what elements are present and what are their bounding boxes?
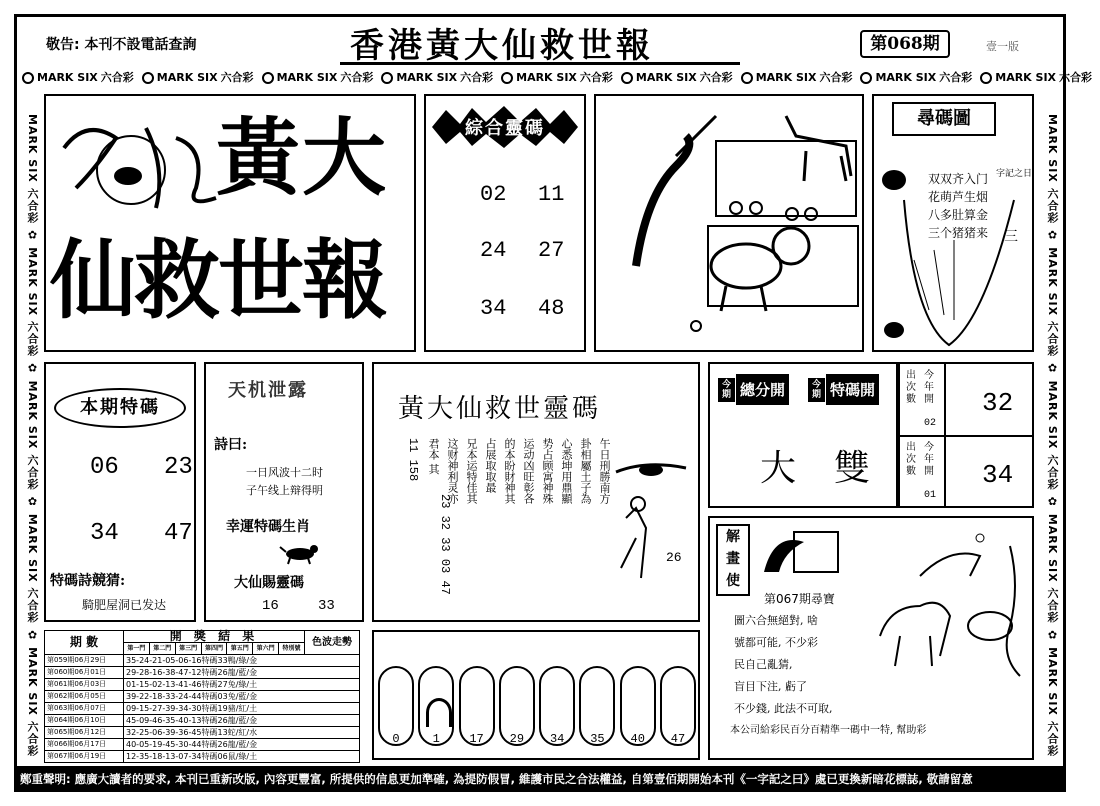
table-row bbox=[45, 703, 360, 715]
issue-cell: 第061期06月03日 bbox=[45, 679, 124, 691]
results-table-wrap bbox=[44, 630, 360, 760]
spirit-column: 势占顾寓神殊 bbox=[541, 438, 554, 504]
gift-label: 大仙賜靈碼 bbox=[234, 575, 304, 591]
spirit-column: 这财神利灵亦 bbox=[446, 438, 459, 504]
combo-title: 綜合靈碼 bbox=[465, 118, 545, 139]
special-number: 06 bbox=[90, 454, 119, 481]
banner-lottery: 六合彩 bbox=[579, 71, 613, 84]
circle-number: 1 bbox=[432, 732, 440, 746]
guess-label: 特碼詩競猜: bbox=[50, 573, 126, 589]
result-cell: 39-22-18-33-24-44特碼03兔/藍/金 bbox=[124, 691, 360, 703]
results-body bbox=[45, 655, 360, 763]
spirit-number: 11 bbox=[406, 438, 420, 453]
count-sublabel-1: 今年開 bbox=[924, 370, 934, 405]
banner-lottery: 六合彩 bbox=[100, 71, 134, 84]
circle-tile bbox=[539, 666, 575, 746]
spirit-column: 运动凶旺彰各 bbox=[522, 438, 535, 504]
color-column-header: 色波走勢 bbox=[305, 631, 360, 655]
banner-mark: MARK SIX bbox=[37, 71, 98, 84]
result-cell: 35-24-21-05-06-16特碼33鴨/綠/金 bbox=[124, 655, 360, 667]
spirit-numbers-2 bbox=[434, 494, 452, 614]
count-number-1: 32 bbox=[982, 388, 1014, 418]
results-table bbox=[44, 630, 360, 763]
interpret-panel bbox=[708, 516, 1034, 760]
banner-item bbox=[621, 66, 733, 90]
circle-number: 35 bbox=[590, 732, 605, 746]
combo-title-burst bbox=[432, 106, 578, 148]
result-cell: 29-28-16-38-47-12特碼26龍/藍/金 bbox=[124, 667, 360, 679]
banner-mark: MARK SIX bbox=[156, 71, 218, 84]
poem-line: 子午线上辩得明 bbox=[246, 484, 323, 497]
logo-line-2: 仙救世報 bbox=[50, 230, 386, 331]
right-side-text-5: MARK SIX 六合彩 bbox=[1046, 646, 1059, 757]
stamp-text: 壹一版 bbox=[986, 40, 1019, 53]
table-row bbox=[45, 667, 360, 679]
flower-icon bbox=[142, 72, 154, 84]
result-cell: 45-09-46-35-40-13特碼26龍/藍/金 bbox=[124, 715, 360, 727]
notice-text: 敬告: 本刊不設電話查詢 bbox=[46, 37, 197, 53]
spirit-column: 占展取取最 bbox=[484, 438, 497, 493]
search-title: 尋碼圖 bbox=[892, 102, 996, 136]
footer-statement: 鄭重聲明: 應廣大讀者的要求, 本刊已重新改版, 內容更豐富, 所提供的信息更加準確, 為提防假冒, 維護市民之合法權益, 自第壹佰期開始本刊《一字記之曰》處已更換新暗花標誌, 敬請留意 bbox=[20, 772, 973, 786]
banner-mark: MARK SIX bbox=[755, 71, 817, 84]
banner-item bbox=[501, 66, 613, 90]
combo-number: 34 bbox=[480, 296, 507, 321]
banner-lottery: 六合彩 bbox=[460, 71, 494, 84]
spirit-title: 黃大仙救世靈碼 bbox=[398, 394, 602, 424]
result-size: 大 bbox=[760, 448, 797, 489]
banner-lottery: 六合彩 bbox=[340, 71, 374, 84]
spirit-column: 卦相屬土子為 bbox=[579, 438, 592, 504]
issue-cell: 第067期06月19日 bbox=[45, 751, 124, 763]
banner-item bbox=[381, 66, 493, 90]
left-side-text-4: MARK SIX 六合彩 bbox=[26, 513, 39, 624]
left-side-text-3: MARK SIX 六合彩 bbox=[26, 380, 39, 490]
interpret-line: 盲目下注, 虧了 bbox=[734, 680, 807, 693]
seal-text: 字記之日 bbox=[996, 169, 1033, 179]
dog-icon bbox=[280, 542, 320, 564]
special-panel bbox=[44, 362, 196, 622]
result-cell: 32-25-06-39-36-45特碼13蛇/紅/水 bbox=[124, 727, 360, 739]
sub-header-cell: 第四門 bbox=[201, 643, 227, 655]
issue-cell: 第063期06月07日 bbox=[45, 703, 124, 715]
total-period-b: 期 bbox=[722, 389, 732, 400]
sub-header-cell: 第六門 bbox=[253, 643, 279, 655]
table-row bbox=[45, 691, 360, 703]
gift-number: 16 bbox=[262, 598, 279, 614]
flower-icon bbox=[741, 72, 753, 84]
count-panel bbox=[898, 362, 1034, 508]
page-title: 香港黃大仙救世報 bbox=[350, 26, 654, 66]
banner-mark: MARK SIX bbox=[516, 71, 577, 84]
circle-tile bbox=[418, 666, 454, 746]
interpret-title-char: 解 bbox=[726, 529, 740, 545]
illustration-drawing-icon bbox=[596, 96, 862, 350]
banner-item bbox=[262, 66, 374, 90]
right-side-banner: MARK SIX 六合彩 ✿ MARK SIX 六合彩 ✿ MARK SIX 六合彩 ✿ MARK SIX 六合彩 ✿ MARK SIX 六合彩 bbox=[1046, 113, 1059, 757]
special-period-a: 今 bbox=[812, 379, 822, 390]
special-tag-group bbox=[808, 374, 879, 405]
banner-mark: MARK SIX bbox=[635, 71, 697, 84]
issue-cell: 第059期06月29日 bbox=[45, 655, 124, 667]
search-panel bbox=[872, 94, 1034, 352]
special-period-tag bbox=[808, 378, 825, 402]
spirit-number: 03 bbox=[438, 558, 452, 574]
flower-icon bbox=[262, 72, 274, 84]
circle-tile bbox=[620, 666, 656, 746]
issue-number: 第068期 bbox=[860, 30, 950, 58]
banner-mark: MARK SIX bbox=[276, 71, 338, 84]
circle-tile bbox=[579, 666, 615, 746]
search-poem-line: 花萌芦生烟 bbox=[928, 190, 989, 204]
book-drawing-icon bbox=[754, 522, 844, 582]
interpret-title-char: 畫 bbox=[726, 551, 740, 567]
right-side-text-1: MARK SIX 六合彩 bbox=[1046, 113, 1059, 224]
count-value-1: 02 bbox=[924, 418, 937, 429]
logo-panel bbox=[44, 94, 416, 352]
flower-icon bbox=[621, 72, 633, 84]
special-title: 本期特碼 bbox=[54, 388, 186, 428]
interpret-line: 不少錢, 此法不可取, bbox=[734, 702, 833, 715]
spirit-column: 兄本运特佳其 bbox=[465, 438, 478, 504]
interpret-issue: 第067期尋寶 bbox=[764, 592, 835, 606]
right-side-text-3: MARK SIX 六合彩 bbox=[1046, 380, 1059, 490]
table-row bbox=[45, 727, 360, 739]
interpret-line: 號都可能, 不少彩 bbox=[734, 636, 818, 649]
banner-lottery: 六合彩 bbox=[819, 71, 853, 84]
issue-column-header: 期 數 bbox=[45, 631, 124, 655]
banner-item bbox=[980, 66, 1092, 90]
circle-tile bbox=[499, 666, 535, 746]
table-row bbox=[45, 679, 360, 691]
special-period-b: 期 bbox=[812, 389, 822, 400]
count-sublabel-2: 今年開 bbox=[924, 442, 934, 477]
result-parity: 雙 bbox=[834, 448, 871, 489]
table-row bbox=[45, 751, 360, 763]
mark-six-banner bbox=[18, 66, 1093, 90]
special-number: 23 bbox=[164, 454, 193, 481]
combo-number: 02 bbox=[480, 182, 507, 207]
circles-panel bbox=[372, 630, 700, 760]
spirit-number: 158 bbox=[406, 459, 420, 482]
search-poem bbox=[928, 170, 988, 242]
interpret-line: 民自己亂猜, bbox=[734, 658, 793, 671]
right-side-text-4: MARK SIX 六合彩 bbox=[1046, 513, 1059, 624]
figure-drawing-icon bbox=[606, 458, 696, 608]
flower-icon bbox=[501, 72, 513, 84]
sub-header-cell: 第一門 bbox=[124, 643, 150, 655]
sub-header-cell: 特別號 bbox=[279, 643, 305, 655]
issue-cell: 第066期06月17日 bbox=[45, 739, 124, 751]
search-poem-line: 三个猪猪来 bbox=[928, 226, 989, 240]
poem-panel bbox=[204, 362, 364, 622]
calligraphy-mark-icon bbox=[56, 108, 226, 218]
circle-number: 40 bbox=[630, 732, 645, 746]
total-panel bbox=[708, 362, 898, 508]
spirit-column: 的本盼財神其 bbox=[503, 438, 516, 504]
banner-lottery: 六合彩 bbox=[939, 71, 973, 84]
result-column-header: 開 獎 結 果 bbox=[124, 631, 305, 643]
circle-tile bbox=[459, 666, 495, 746]
total-period-a: 今 bbox=[722, 379, 732, 390]
search-poem-line: 八多肚算金 bbox=[928, 208, 989, 222]
banner-item bbox=[860, 66, 972, 90]
combo-number: 24 bbox=[480, 238, 507, 263]
spirit-text-columns bbox=[424, 438, 614, 608]
total-label: 總分開 bbox=[736, 374, 789, 405]
issue-cell: 第062期06月05日 bbox=[45, 691, 124, 703]
spirit-number: 33 bbox=[438, 537, 452, 552]
interpret-line: 本公司給彩民百分百精準一碼中一特, 幫助彩 bbox=[730, 725, 927, 736]
banner-lottery: 六合彩 bbox=[220, 71, 254, 84]
issue-cell: 第064期06月10日 bbox=[45, 715, 124, 727]
combo-number: 11 bbox=[538, 182, 565, 207]
interpret-line: 圖六合無絕對, 啥 bbox=[734, 614, 818, 627]
table-row bbox=[45, 715, 360, 727]
combo-number: 27 bbox=[538, 238, 565, 263]
banner-item bbox=[142, 66, 254, 90]
poem-label: 詩曰: bbox=[214, 437, 248, 453]
banner-lottery: 六合彩 bbox=[1059, 71, 1093, 84]
count-label-2: 出次數 bbox=[906, 442, 916, 477]
table-row bbox=[45, 655, 360, 667]
spirit-number: 23 bbox=[438, 494, 452, 509]
spirit-number: 47 bbox=[438, 580, 452, 595]
flower-icon bbox=[381, 72, 393, 84]
interpret-title-char: 使 bbox=[726, 573, 740, 589]
seal-number: 三 bbox=[1004, 229, 1018, 245]
left-side-text-2: MARK SIX 六合彩 bbox=[26, 246, 39, 357]
spirit-number: 32 bbox=[438, 515, 452, 531]
circle-number: 34 bbox=[549, 732, 565, 746]
total-period-tag bbox=[718, 378, 735, 402]
banner-mark: MARK SIX bbox=[396, 71, 458, 84]
issue-cell: 第060期06月01日 bbox=[45, 667, 124, 679]
count-value-2: 01 bbox=[924, 490, 937, 501]
banner-mark: MARK SIX bbox=[995, 71, 1057, 84]
banner-item bbox=[22, 66, 134, 90]
spirit-side-number: 26 bbox=[666, 550, 682, 565]
right-side-text-2: MARK SIX 六合彩 bbox=[1046, 246, 1059, 357]
issue-cell: 第065期06月12日 bbox=[45, 727, 124, 739]
result-cell: 40-05-19-45-30-44特碼26龍/藍/金 bbox=[124, 739, 360, 751]
left-side-banner: MARK SIX 六合彩 ✿ MARK SIX 六合彩 ✿ MARK SIX 六合彩 ✿ MARK SIX 六合彩 ✿ MARK SIX 六合彩 bbox=[26, 113, 39, 757]
result-cell: 12-35-18-13-07-34特碼06鼠/綠/土 bbox=[124, 751, 360, 763]
special-number: 34 bbox=[90, 520, 119, 547]
circle-row bbox=[378, 666, 696, 750]
search-poem-line: 双双齐入门 bbox=[928, 172, 989, 186]
poem-header: 天机泄露 bbox=[228, 380, 308, 401]
logo-line-1: 黃大 bbox=[216, 108, 389, 207]
spirit-numbers bbox=[402, 438, 420, 608]
left-side-text-5: MARK SIX 六合彩 bbox=[26, 646, 39, 757]
left-side-text-1: MARK SIX 六合彩 bbox=[26, 113, 39, 224]
result-cell: 01-15-02-13-41-46特碼27兔/綠/土 bbox=[124, 679, 360, 691]
special-number: 47 bbox=[164, 520, 193, 547]
total-tag-group bbox=[718, 374, 789, 405]
spirit-column: 君本 其 bbox=[427, 438, 440, 475]
circle-number: 0 bbox=[392, 732, 400, 746]
sub-header-cell: 第三門 bbox=[175, 643, 201, 655]
combo-panel bbox=[424, 94, 586, 352]
count-number-2: 34 bbox=[982, 460, 1014, 490]
table-row bbox=[45, 739, 360, 751]
banner-lottery: 六合彩 bbox=[699, 71, 733, 84]
result-cell: 09-15-27-39-34-30特碼19豬/紅/土 bbox=[124, 703, 360, 715]
combo-number: 48 bbox=[538, 296, 565, 321]
circle-tile bbox=[378, 666, 414, 746]
flower-icon bbox=[860, 72, 872, 84]
banner-mark: MARK SIX bbox=[875, 71, 937, 84]
banner-item bbox=[741, 66, 853, 90]
special-open-label: 特碼開 bbox=[826, 374, 879, 405]
guess-text: 騎肥屋洞已发达 bbox=[82, 598, 167, 612]
interpret-lines bbox=[730, 610, 926, 742]
flower-icon bbox=[22, 72, 34, 84]
swirl-icon bbox=[426, 698, 452, 727]
gift-number: 33 bbox=[318, 598, 335, 614]
sub-header-cell: 第二門 bbox=[149, 643, 175, 655]
circle-tile bbox=[660, 666, 696, 746]
circle-number: 47 bbox=[670, 732, 686, 746]
count-label-1: 出次數 bbox=[906, 370, 916, 405]
interpret-title bbox=[716, 524, 750, 596]
circle-number: 17 bbox=[469, 732, 484, 746]
poem-lines bbox=[246, 464, 323, 500]
lucky-label: 幸運特碼生肖 bbox=[226, 519, 310, 535]
sub-header-cell: 第五門 bbox=[227, 643, 253, 655]
flower-icon bbox=[980, 72, 992, 84]
spirit-column: 午日刑勝南方 bbox=[598, 438, 611, 504]
circle-number: 29 bbox=[509, 732, 525, 746]
spirit-column: 心悉坤用鼎顯 bbox=[560, 438, 573, 504]
illustration-panel bbox=[594, 94, 864, 352]
poem-line: 一日风波十二时 bbox=[246, 466, 323, 479]
spirit-panel bbox=[372, 362, 700, 622]
